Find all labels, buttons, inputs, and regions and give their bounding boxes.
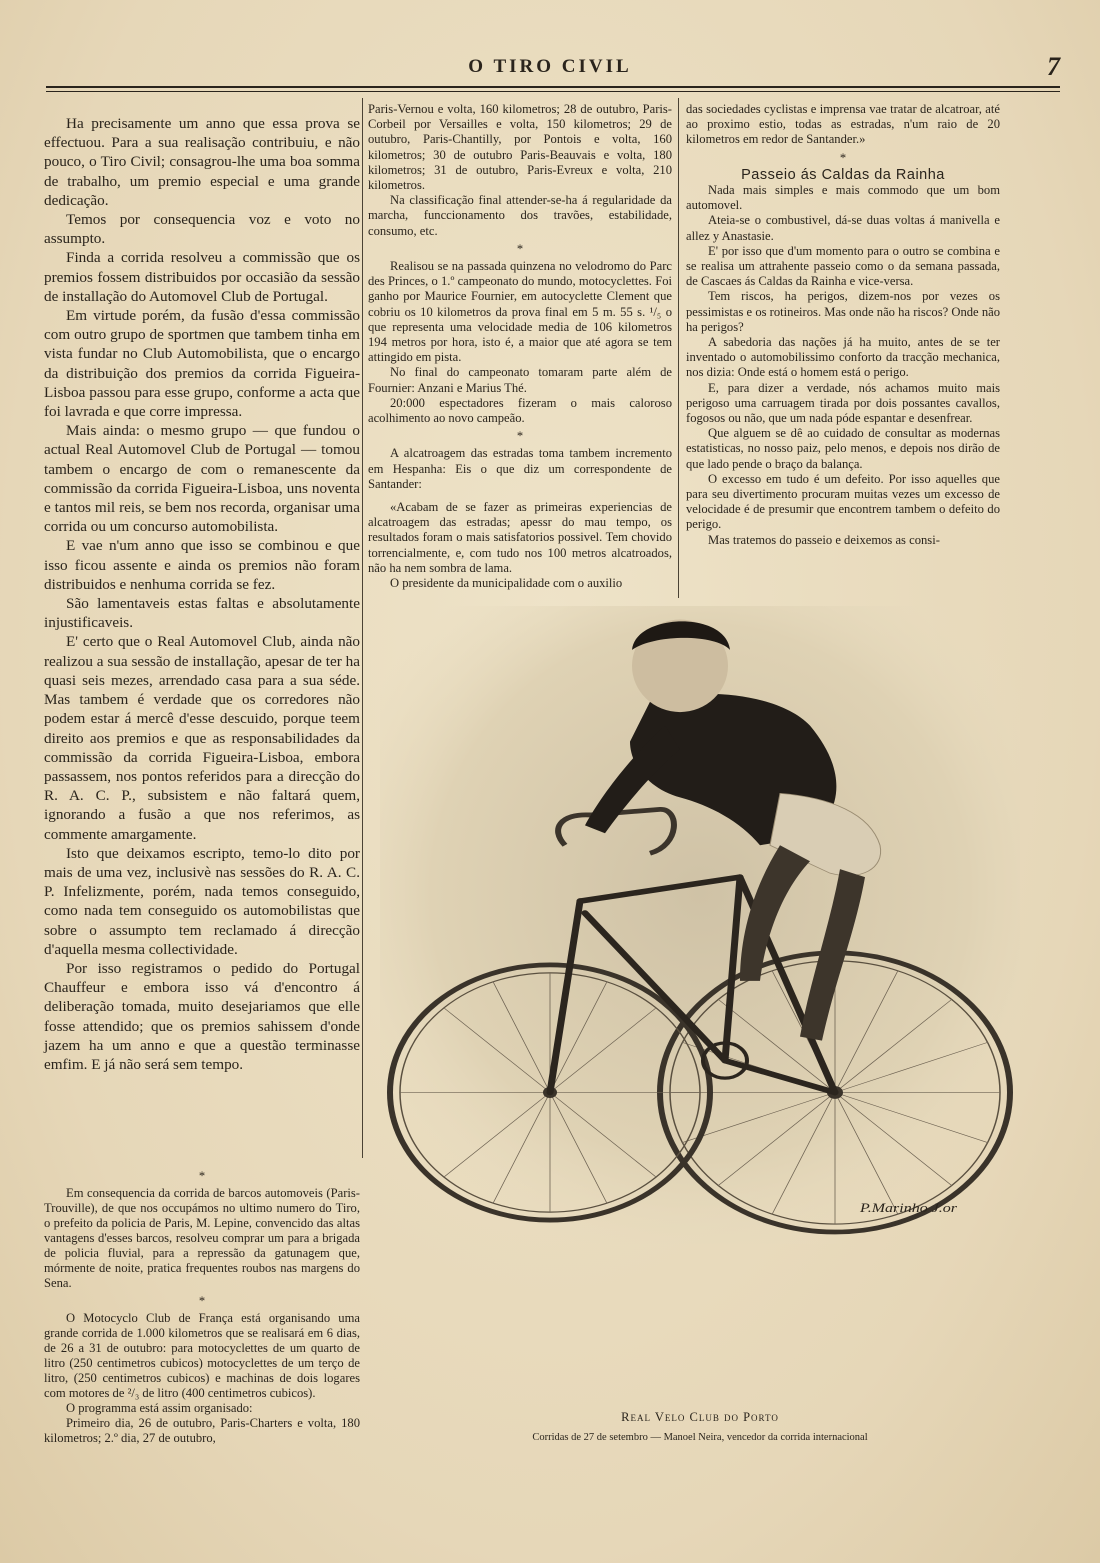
section-separator: * (516, 241, 524, 256)
paragraph: 20:000 espectadores fizeram o mais caloroso acolhimento ao novo campeão. (368, 395, 672, 426)
header-rule (46, 86, 1060, 88)
paragraph: São lamentaveis estas faltas e absolutamente injustificaveis. (44, 595, 360, 632)
column-b (368, 102, 672, 591)
cyclist-photograph (380, 606, 1020, 1244)
paragraph: Isto que deixamos escripto, temo-lo dito por mais de uma vez, inclusivè nas sessões do R. A. C. P. Infelizmente, porém, nada temos conseguido, como nada tem conseguido os automobilistas que sobre o assumpto tem reclamado á direcção d'aquella mesma collectividade. (44, 844, 360, 958)
section-separator: * (198, 1169, 206, 1183)
page-number: 7 (1047, 52, 1060, 81)
paragraph: O programma está assim organisado: (66, 1401, 253, 1415)
column-c (686, 102, 1000, 548)
column-divider (678, 98, 679, 598)
column-divider (362, 98, 363, 1158)
masthead (40, 52, 1060, 81)
paragraph: A alcatroagem das estradas toma tambem incremento em Hespanha: Eis o que diz um correspondente de Santander: (368, 446, 672, 491)
paragraph: Temos por consequencia voz e voto no assumpto. (44, 211, 360, 248)
paragraph: Em consequencia da corrida de barcos automoveis (Paris-Trouville), de que nos occupámos no ultimo numero do Tiro, o prefeito da policia de Paris, M. Lepine, convencido das altas vantagens d'esses barcos, resolveu comprar um para a brigada de policia fluvial, para a repressão da gatunagem que, mórmente de noite, pratica frequentes roubos nas margens do Sena. (44, 1186, 360, 1290)
header-rule-thin (46, 91, 1060, 92)
paragraph: das sociedades cyclistas e imprensa vae tratar de alcatroar, até ao proximo estio, todas as estradas, n'um raio de 20 kilometros em redor de Santander.» (686, 102, 1000, 147)
column-a (44, 114, 360, 1074)
paragraph: Nada mais simples e mais commodo que um bom automovel. (686, 183, 1000, 213)
section-separator: * (516, 429, 524, 444)
paragraph: Por isso registramos o pedido do Portugal Chauffeur e embora isso vá d'encontro á deliberação tomada, muito desejariamos que elle fosse attendido; que os premios sahissem d'onde jazem ha um anno e que a questão terminasse emfim. E já não será sem tempo. (44, 959, 360, 1073)
paragraph: O excesso em tudo é um defeito. Por isso aquelles que para seu divertimento procuram muitas vezes um excesso de velocidade é de presumir que encontrem tambem o defeito do perigo. (686, 471, 1000, 532)
newspaper-title: O TIRO CIVIL (468, 56, 632, 77)
paragraph: E vae n'um anno que isso se combinou e que isso ficou assente e ainda os premios não foram distribuidos e nenhuma corrida se fez. (44, 537, 360, 593)
paragraph: Paris-Vernou e volta, 160 kilometros; 28 de outubro, Paris-Corbeil por Versailles e volta, 150 kilometros; 29 de outubro, Paris-Chantilly, por Pontois e volta, 160 kilometros; 30 de outubro Paris-Beauvais e volta, 180 kilometros; 31 de outubro, Paris-Evreux e volta, 210 kilometros. (368, 102, 672, 193)
paragraph: Primeiro dia, 26 de outubro, Paris-Charters e volta, 180 kilometros; 2.º dia, 27 de outubro, (44, 1416, 360, 1445)
column-a-notes (44, 1166, 360, 1446)
paragraph: E, para dizer a verdade, nós achamos muito mais perigoso uma carruagem tirada por dois possantes cavallos, fogosos ou não, que um nada póde espantar e desenfrear. (686, 380, 1000, 426)
paragraph: O presidente da municipalidade com o auxilio (390, 576, 623, 591)
paragraph: «Acabam de se fazer as primeiras experiencias de alcatroagem das estradas; apessr do mau tempo, os resultados foram o mais satisfatorios possivel. Tem chovido torrencialmente, e, com tudo nos 100 metros alcatroados, não ha nem sombra de lama. (368, 500, 672, 575)
paragraph: Tem riscos, ha perigos, dizem-nos por vezes os pessimistas e os rotineiros. Mas onde não ha riscos? Onde não ha perigos? (686, 289, 1000, 334)
paragraph: O Motocyclo Club de França está organisando uma grande corrida de 1.000 kilometros que se realisará em 6 dias, de 26 a 31 de outubro: para motocyclettes de um quarto de litro (250 centimetros cubicos) motocyclettes de um terço de litro, (250 centimetros cubicos) e machinas de dois logares com motores de ²/₃ de litro (400 centimetros cubicos). (44, 1311, 360, 1400)
paragraph: Ateia-se o combustivel, dá-se duas voltas á manivella e allez y Anastasie. (686, 213, 1000, 243)
paragraph: No final do campeonato tomaram parte além de Fournier: Anzani e Marius Thé. (368, 365, 672, 395)
paragraph: Realisou se na passada quinzena no velodromo do Parc des Princes, o 1.º campeonato do mundo, motocyclettes. Foi ganho por Maurice Fournier, em autocyclette Clement que cobriu os 10 kilometros da prova final em 5 m. 55 s. ¹/₅ o que representa uma velocidade media de 106 kilometros 194 metros por hora, isto é, a maior que até agora se tem attingido em pista. (368, 259, 672, 365)
section-separator: * (839, 150, 847, 165)
paragraph: Em virtude porém, da fusão d'essa commissão com outro grupo de sportmen que tambem tinha em vista fundar no Club Automobilista, que o encargo da distribuição dos premios da corrida Figueira-Lisboa passou para esse grupo, conforme a acta que foi lavrada e que corre impressa. (44, 307, 360, 421)
photographer-signature: P.Marinho J.or (860, 1201, 958, 1216)
photo-caption: Corridas de 27 de setembro — Manoel Neira, vencedor da corrida internacional (532, 1432, 868, 1443)
paragraph: Finda a corrida resolveu a commissão que os premios fossem distribuidos por occasião da sessão de installação do Automovel Club de Portugal. (44, 249, 360, 305)
paragraph: Mas tratemos do passeio e deixemos as consi- (708, 532, 940, 547)
section-separator: * (198, 1294, 206, 1308)
paragraph: A sabedoria das nações já ha muito, antes de se ter inventado o automobilissimo conforto da tracção mechanica, nos dizia: Onde está o homem está o perigo. (686, 335, 1000, 380)
paragraph: E' por isso que d'um momento para o outro se combina e se realisa um attrahente passeio como o da semana passada, de Cascaes ás Caldas da Rainha e vice-versa. (686, 243, 1000, 289)
paragraph: Na classificação final attender-se-ha á regularidade da marcha, funccionamento dos travões, estabilidade, consumo, etc. (368, 193, 672, 238)
paragraph: E' certo que o Real Automovel Club, ainda não realizou a sua sessão de installação, apesar de ter ha quasi seis mezes, arrendado casa para a sua séde. Mas tambem é verdade que os corredores não podem estar á mercê d'esse descuido, porque teem direito aos premios e que as responsabilidades da commissão da corrida Figueira-Lisboa, embora passassem, nos pontos referidos para a direcção do R. A. C. P., subsistem e não faltará quem, ignorando a fusão a que nos referimos, as commente amargamente. (44, 633, 360, 843)
photo-caption-title: Real Velo Club do Porto (621, 1410, 779, 1424)
section-title: Passeio ás Caldas da Rainha (741, 166, 945, 183)
paragraph: Que alguem se dê ao cuidado de consultar as modernas estatisticas, no nosso paiz, pelo menos, e depois nos dirão de que lado pende o braço da balança. (686, 426, 1000, 471)
paragraph: Mais ainda: o mesmo grupo — que fundou o actual Real Automovel Club de Portugal — tomou tambem o encargo de com o remanescente da commissão da corrida Figueira-Lisboa, uns noventa e tantos mil reis, se bem nos recorda, organisar uma corrida ou um concurso automobilista. (44, 422, 360, 536)
paragraph: Ha precisamente um anno que essa prova se effectuou. Para a sua realisação contribuiu, e não pouco, o Tiro Civil; consagrou-lhe uma boa somma de trabalho, um premio especial e uma grande dedicação. (44, 115, 360, 209)
